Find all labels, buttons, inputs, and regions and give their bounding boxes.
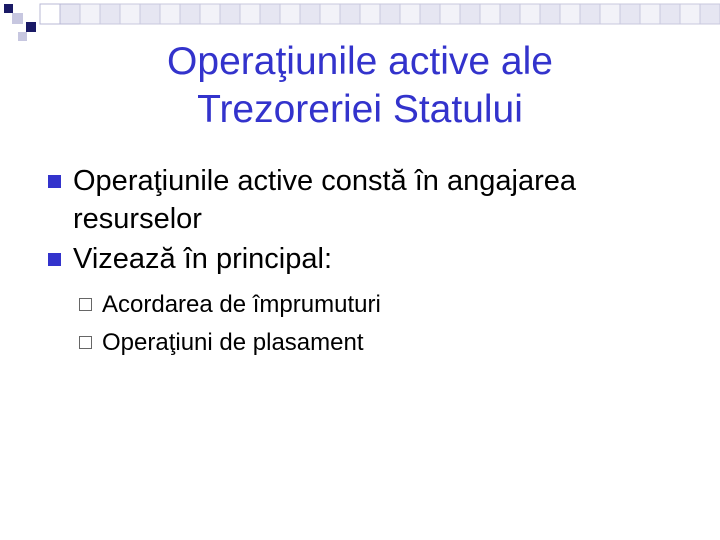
decoration-tile: [480, 4, 500, 24]
decoration-tile: [200, 4, 220, 24]
decoration-tile: [80, 4, 100, 24]
decoration-tile: [100, 4, 120, 24]
decoration-tile: [660, 4, 680, 24]
sub-bullet-item: [40, 326, 680, 359]
decoration-tile: [560, 4, 580, 24]
decoration-tile: [620, 4, 640, 24]
bullet-text: Vizează în principal:: [73, 243, 333, 275]
decoration-tile: [240, 4, 260, 24]
decoration-tile: [120, 4, 140, 24]
decoration-tile: [700, 4, 720, 24]
decoration-tile: [360, 4, 380, 24]
decoration-tile: [280, 4, 300, 24]
bullet-text: Operaţiunile active constă în angajarea resurselor: [73, 165, 576, 235]
decoration-tile: [420, 4, 440, 24]
square-bullet-icon: [48, 253, 61, 266]
decoration-tile: [220, 4, 240, 24]
sub-bullet-text: Operaţiuni de plasament: [102, 329, 364, 356]
decoration-tile: [160, 4, 180, 24]
decoration-tile: [180, 4, 200, 24]
decoration-tile: [680, 4, 700, 24]
square-bullet-icon: [48, 175, 61, 188]
decoration-tile: [340, 4, 360, 24]
decoration-tile: [440, 4, 460, 24]
title-line-1: Operaţiunile active ale: [167, 40, 553, 83]
bullet-item: [40, 162, 680, 238]
title-line-2: Trezoreriei Statului: [197, 88, 523, 131]
slide-title: [60, 38, 660, 134]
decoration-tile: [580, 4, 600, 24]
hollow-square-bullet-icon: [79, 336, 92, 349]
decoration-tile: [380, 4, 400, 24]
hollow-square-bullet-icon: [79, 298, 92, 311]
decoration-tile: [600, 4, 620, 24]
decoration-tile: [520, 4, 540, 24]
decoration-tile: [320, 4, 340, 24]
decoration-tile: [400, 4, 420, 24]
decoration-tile: [140, 4, 160, 24]
sub-bullet-item: [40, 288, 680, 321]
decoration-tile: [300, 4, 320, 24]
bullet-list: [40, 162, 680, 354]
sub-bullet-text: Acordarea de împrumuturi: [102, 291, 381, 318]
decoration-tile: [540, 4, 560, 24]
decoration-tile: [500, 4, 520, 24]
decoration-tile: [460, 4, 480, 24]
decoration-tile: [260, 4, 280, 24]
bullet-item: [40, 240, 680, 278]
decoration-tile: [640, 4, 660, 24]
